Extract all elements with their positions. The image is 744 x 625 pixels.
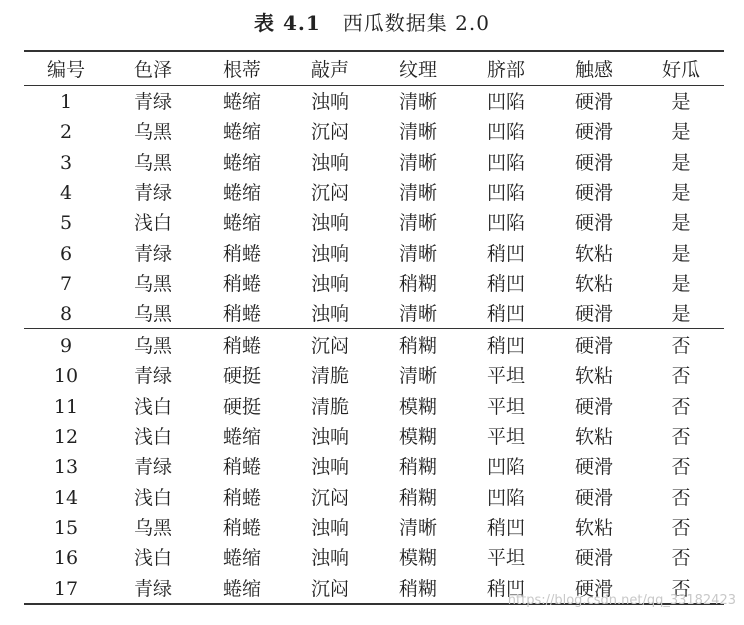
table-cell: 17	[53, 577, 79, 600]
table-cell: 14	[53, 486, 79, 509]
table-cell: 4	[59, 182, 73, 205]
table-cell: 沉闷	[310, 121, 349, 144]
table-cell: 否	[671, 335, 691, 358]
table-cell: 硬滑	[574, 395, 613, 418]
table-cell: 平坦	[486, 365, 525, 388]
header-root: 根蒂	[222, 59, 261, 81]
header-row	[24, 56, 724, 85]
table-cell: 稍凹	[486, 335, 525, 358]
table-cell: 乌黑	[133, 272, 172, 295]
table-cell: 13	[53, 456, 79, 479]
table-row	[24, 238, 724, 268]
table-caption	[0, 10, 744, 36]
table-cell: 清晰	[398, 242, 437, 265]
table-row	[24, 269, 724, 299]
table-cell: 凹陷	[486, 151, 525, 174]
table-cell: 否	[671, 426, 691, 449]
table-cell: 硬滑	[574, 547, 613, 570]
table-row	[24, 148, 724, 178]
table-cell: 6	[59, 242, 73, 265]
table-cell: 硬滑	[574, 486, 613, 509]
table-cell: 稍凹	[486, 242, 525, 265]
table-cell: 1	[59, 91, 73, 114]
table-cell: 否	[671, 395, 691, 418]
table-cell: 沉闷	[310, 486, 349, 509]
table-cell: 浅白	[133, 395, 172, 418]
table-cell: 稍糊	[398, 456, 437, 479]
top-rule	[24, 50, 724, 52]
table-title: 西瓜数据集 2.0	[342, 11, 490, 35]
table-cell: 蜷缩	[222, 151, 261, 174]
table-cell: 浊响	[310, 242, 349, 265]
table-cell: 稍蜷	[222, 335, 261, 358]
table-cell: 软粘	[574, 272, 613, 295]
table-cell: 是	[671, 212, 691, 235]
table-cell: 沉闷	[310, 182, 349, 205]
table-cell: 2	[59, 121, 73, 144]
header-color: 色泽	[133, 59, 172, 81]
table-cell: 凹陷	[486, 182, 525, 205]
table-cell: 浊响	[310, 547, 349, 570]
table-cell: 稍蜷	[222, 486, 261, 509]
table-cell: 浊响	[310, 272, 349, 295]
table-cell: 清脆	[310, 395, 349, 418]
table-cell: 浅白	[133, 486, 172, 509]
table-cell: 浊响	[310, 151, 349, 174]
table-cell: 稍凹	[486, 577, 525, 600]
table-cell: 硬滑	[574, 456, 613, 479]
table-cell: 乌黑	[133, 151, 172, 174]
table-cell: 稍蜷	[222, 303, 261, 326]
table-cell: 硬挺	[222, 395, 261, 418]
table-cell: 青绿	[133, 456, 172, 479]
table-cell: 硬滑	[574, 212, 613, 235]
table-row	[24, 299, 724, 329]
table-cell: 蜷缩	[222, 182, 261, 205]
table-cell: 青绿	[133, 242, 172, 265]
table-cell: 否	[671, 456, 691, 479]
table-cell: 浊响	[310, 456, 349, 479]
table-cell: 5	[59, 212, 73, 235]
table-row	[24, 392, 724, 422]
table-cell: 清晰	[398, 303, 437, 326]
table-body-negative	[24, 331, 724, 604]
table-cell: 10	[53, 365, 79, 388]
table-cell: 11	[53, 395, 79, 418]
table-cell: 清脆	[310, 365, 349, 388]
table-cell: 凹陷	[486, 486, 525, 509]
table-cell: 浅白	[133, 212, 172, 235]
table-cell: 清晰	[398, 121, 437, 144]
table-cell: 稍凹	[486, 272, 525, 295]
table-cell: 15	[53, 516, 79, 539]
table-cell: 沉闷	[310, 335, 349, 358]
table-row	[24, 543, 724, 573]
table-cell: 蜷缩	[222, 212, 261, 235]
table-cell: 浊响	[310, 303, 349, 326]
table-cell: 16	[53, 547, 79, 570]
table-cell: 硬滑	[574, 121, 613, 144]
table-cell: 青绿	[133, 365, 172, 388]
table-cell: 硬挺	[222, 365, 261, 388]
table-cell: 模糊	[398, 547, 437, 570]
table-cell: 硬滑	[574, 151, 613, 174]
table-cell: 清晰	[398, 212, 437, 235]
table-number: 表 4.1	[254, 11, 321, 35]
table-cell: 模糊	[398, 426, 437, 449]
table-cell: 软粘	[574, 242, 613, 265]
table-cell: 沉闷	[310, 577, 349, 600]
table-row	[24, 331, 724, 361]
header-texture: 纹理	[398, 59, 437, 81]
table-row	[24, 361, 724, 391]
header-sound: 敲声	[310, 59, 349, 81]
table-cell: 软粘	[574, 365, 613, 388]
table-cell: 浊响	[310, 516, 349, 539]
table-cell: 硬滑	[574, 91, 613, 114]
table-cell: 乌黑	[133, 303, 172, 326]
watermark-url: https://blog.csdn.net/qq_33182423	[507, 593, 736, 608]
table-body-positive	[24, 87, 724, 329]
table-row	[24, 452, 724, 482]
table-cell: 凹陷	[486, 212, 525, 235]
table-cell: 是	[671, 151, 691, 174]
table-cell: 稍蜷	[222, 456, 261, 479]
table-cell: 清晰	[398, 516, 437, 539]
table-cell: 凹陷	[486, 121, 525, 144]
table-cell: 蜷缩	[222, 547, 261, 570]
table-cell: 是	[671, 121, 691, 144]
table-cell: 是	[671, 182, 691, 205]
table-cell: 乌黑	[133, 121, 172, 144]
header-navel: 脐部	[486, 59, 525, 81]
table-cell: 稍糊	[398, 272, 437, 295]
table-row	[24, 208, 724, 238]
table-cell: 硬滑	[574, 303, 613, 326]
table-row	[24, 513, 724, 543]
table-cell: 乌黑	[133, 516, 172, 539]
table-row	[24, 87, 724, 117]
header-id: 编号	[46, 59, 85, 81]
table-cell: 平坦	[486, 426, 525, 449]
table-cell: 浊响	[310, 91, 349, 114]
table-cell: 否	[671, 547, 691, 570]
table-cell: 硬滑	[574, 182, 613, 205]
table-cell: 清晰	[398, 91, 437, 114]
table-cell: 清晰	[398, 151, 437, 174]
table-cell: 稍蜷	[222, 272, 261, 295]
table-row	[24, 117, 724, 147]
table-row	[24, 422, 724, 452]
table-cell: 青绿	[133, 577, 172, 600]
table-cell: 8	[59, 303, 73, 326]
table-cell: 浊响	[310, 426, 349, 449]
table-cell: 浅白	[133, 547, 172, 570]
table-cell: 模糊	[398, 395, 437, 418]
table-cell: 否	[671, 486, 691, 509]
table-cell: 12	[53, 426, 79, 449]
table-cell: 是	[671, 303, 691, 326]
table-cell: 平坦	[486, 395, 525, 418]
table-cell: 稍蜷	[222, 516, 261, 539]
table-cell: 稍糊	[398, 335, 437, 358]
table-cell: 9	[59, 335, 73, 358]
table-cell: 稍凹	[486, 303, 525, 326]
table-cell: 硬滑	[574, 577, 613, 600]
table-cell: 凹陷	[486, 91, 525, 114]
table-cell: 平坦	[486, 547, 525, 570]
table-cell: 浅白	[133, 426, 172, 449]
table-cell: 软粘	[574, 426, 613, 449]
table-cell: 3	[59, 151, 73, 174]
table-cell: 否	[671, 577, 691, 600]
table-cell: 凹陷	[486, 456, 525, 479]
table-cell: 青绿	[133, 182, 172, 205]
table-cell: 是	[671, 242, 691, 265]
table-cell: 是	[671, 91, 691, 114]
group-divider-rule	[24, 328, 724, 329]
header-rule	[24, 85, 724, 86]
table-cell: 蜷缩	[222, 577, 261, 600]
table-cell: 清晰	[398, 365, 437, 388]
table-cell: 乌黑	[133, 335, 172, 358]
table-cell: 蜷缩	[222, 426, 261, 449]
table-cell: 清晰	[398, 182, 437, 205]
table-cell: 稍凹	[486, 516, 525, 539]
table-cell: 否	[671, 516, 691, 539]
table-cell: 否	[671, 365, 691, 388]
table-row	[24, 178, 724, 208]
table-cell: 青绿	[133, 91, 172, 114]
table-cell: 稍蜷	[222, 242, 261, 265]
table-header	[24, 56, 724, 85]
table-cell: 稍糊	[398, 577, 437, 600]
table-cell: 浊响	[310, 212, 349, 235]
table-cell: 7	[59, 272, 73, 295]
header-good-melon: 好瓜	[661, 59, 700, 81]
table-cell: 稍糊	[398, 486, 437, 509]
table-row	[24, 482, 724, 512]
header-touch: 触感	[574, 59, 613, 81]
table-cell: 是	[671, 272, 691, 295]
table-cell: 硬滑	[574, 335, 613, 358]
table-cell: 蜷缩	[222, 121, 261, 144]
table-cell: 软粘	[574, 516, 613, 539]
table-cell: 蜷缩	[222, 91, 261, 114]
